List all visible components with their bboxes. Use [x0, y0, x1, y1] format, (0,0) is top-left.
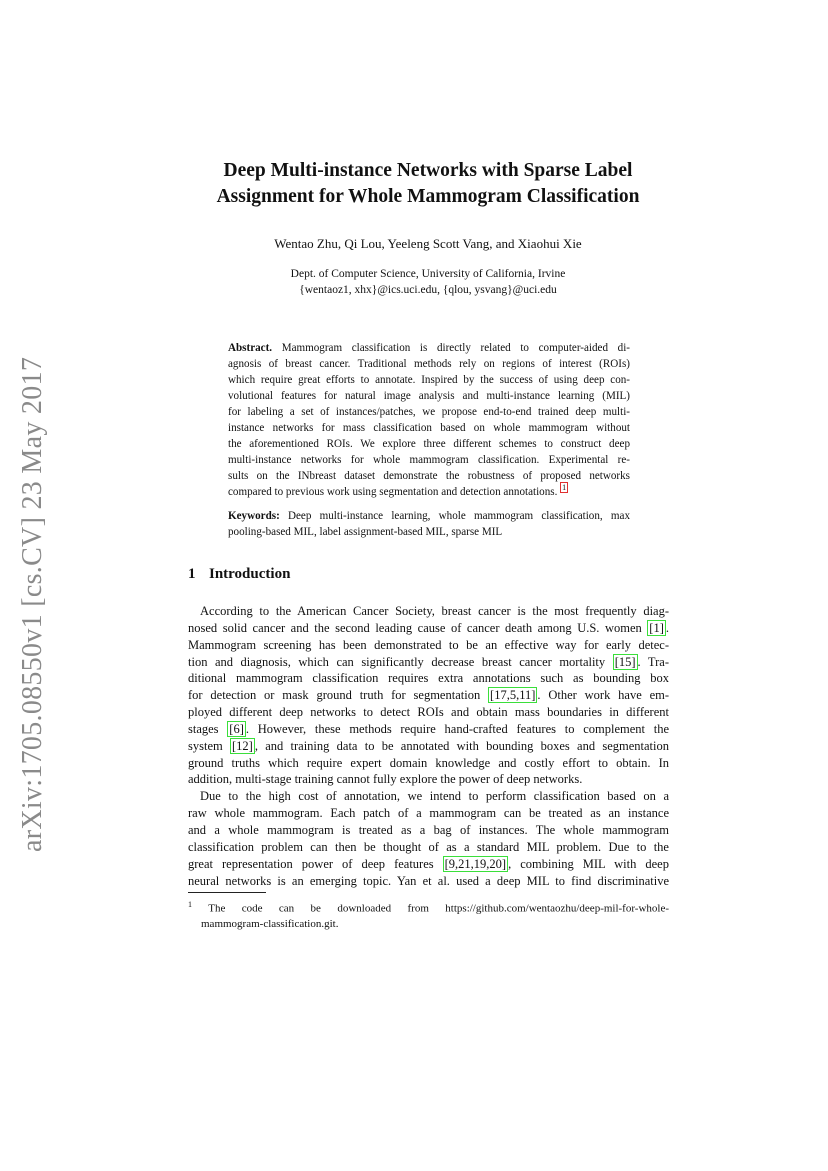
body-line: tion and diagnosis, which can significantly decrease breast cancer mortality [15] . Tra- [188, 654, 669, 669]
title-line: Deep Multi-instance Networks with Sparse Label [223, 160, 633, 181]
body-line: ditional mammogram classification requires extra annotations such as bounding box [188, 671, 669, 686]
body-line: and a whole mammogram is treated as a bag of instances. The whole mammogram [188, 822, 669, 837]
abstract-line: Abstract. Mammogram classification is directly related to computer-aided di- [228, 342, 630, 354]
footnote-divider [188, 892, 266, 893]
footnote-link[interactable]: 1 [562, 483, 567, 493]
citation-link[interactable]: [9,21,19,20] [444, 856, 507, 871]
affiliation-emails: {wentaoz1, xhx}@ics.uci.edu, {qlou, ysvang}@uci.edu [299, 284, 557, 296]
author-list: Wentao Zhu, Qi Lou, Yeeleng Scott Vang, and Xiaohui Xie [274, 236, 582, 251]
citation-link[interactable]: [17,5,11] [490, 688, 536, 703]
keywords-line: pooling-based MIL, label assignment-based MIL, sparse MIL [228, 526, 503, 538]
abstract-line: volutional features for natural image analysis and multi-instance learning (MIL) [228, 390, 630, 402]
body-line: system [12] , and training data to be annotated with bounding boxes and segmentation [188, 738, 669, 753]
abstract-line: for labeling a set of instances/patches, we propose end-to-end trained deep multi- [228, 406, 630, 418]
body-line: Mammogram screening has been demonstrated to be an effective way for early detec- [188, 637, 669, 652]
affiliation-department: Dept. of Computer Science, University of California, Irvine [290, 268, 566, 280]
abstract-line: instance networks for mass classification based on whole mammogram without [228, 422, 630, 434]
section-heading [188, 566, 290, 583]
title-line: Assignment for Whole Mammogram Classification [216, 186, 640, 207]
body-line: stages [6] . However, these methods require hand-crafted features to complement the [188, 721, 669, 736]
body-line: raw whole mammogram. Each patch of a mammogram can be treated as an instance [188, 806, 669, 821]
keywords-label: Keywords: [228, 510, 280, 522]
body-line: for detection or mask ground truth for segmentation [17,5,11] . Other work have em- [188, 688, 670, 703]
abstract-line: which require great efforts to annotate. Inspired by the success of using deep con- [228, 374, 630, 386]
abstract-label: Abstract. [228, 342, 273, 354]
keywords-line: Keywords: Deep multi-instance learning, whole mammogram classification, max [228, 510, 630, 522]
affiliation [160, 266, 696, 298]
citation-link[interactable]: [6] [229, 721, 244, 736]
body-line: According to the American Cancer Society, breast cancer is the most frequently diag- [200, 604, 669, 618]
body-text [188, 603, 669, 889]
abstract-line: agnosis of breast cancer. Traditional methods rely on regions of interest (ROIs) [228, 358, 630, 370]
body-line: great representation power of deep features [9,21,19,20] , combining MIL with deep [188, 856, 669, 871]
abstract [228, 340, 630, 500]
section-number: 1 [188, 566, 196, 582]
citation-link[interactable]: [12] [232, 738, 253, 753]
abstract-line: sults on the INbreast dataset demonstrate the robustness of proposed networks [228, 470, 630, 482]
citation-link[interactable]: [1] [649, 620, 664, 635]
footnote [188, 897, 669, 932]
abstract-line: compared to previous work using segmentation and detection annotations. $^1$ [228, 483, 567, 498]
section-title: Introduction [209, 566, 291, 582]
footnote-line: $^1$ The code can be downloaded from https://github.com/wentaozhu/deep-mil-for-whole- [188, 900, 669, 915]
citation-link[interactable]: [15] [614, 654, 636, 669]
footnote-line: mammogram-classification.git. [201, 917, 339, 930]
body-line: ground truths which require expert domain knowledge and costly effort to obtain. In [188, 755, 669, 770]
body-line: classification problem can then be thought of as a standard MIL problem. Due to the [188, 839, 669, 854]
arxiv-side-stamp: arXiv:1705.08550v1 [cs.CV] 23 May 2017 [17, 356, 48, 852]
abstract-line: multi-instance networks for whole mammogram classification. Experimental re- [228, 454, 630, 466]
keywords [228, 508, 630, 540]
body-line: ployed different deep networks to detect ROIs and obtain mass boundaries in different [188, 705, 669, 720]
body-line: Due to the high cost of annotation, we intend to perform classification based on a [200, 789, 669, 804]
body-line: neural networks is an emerging topic. Yan et al. used a deep MIL to find discriminative [188, 873, 669, 888]
paper-title [160, 158, 696, 210]
body-line: addition, multi-stage training cannot fully explore the power of deep networks. [188, 772, 583, 787]
abstract-line: the aforementioned ROIs. We explore three different schemes to construct deep [228, 438, 630, 450]
footnote-number: 1 [188, 900, 192, 909]
body-line: nosed solid cancer and the second leading cause of cancer death among U.S. women [1] . [188, 620, 669, 635]
